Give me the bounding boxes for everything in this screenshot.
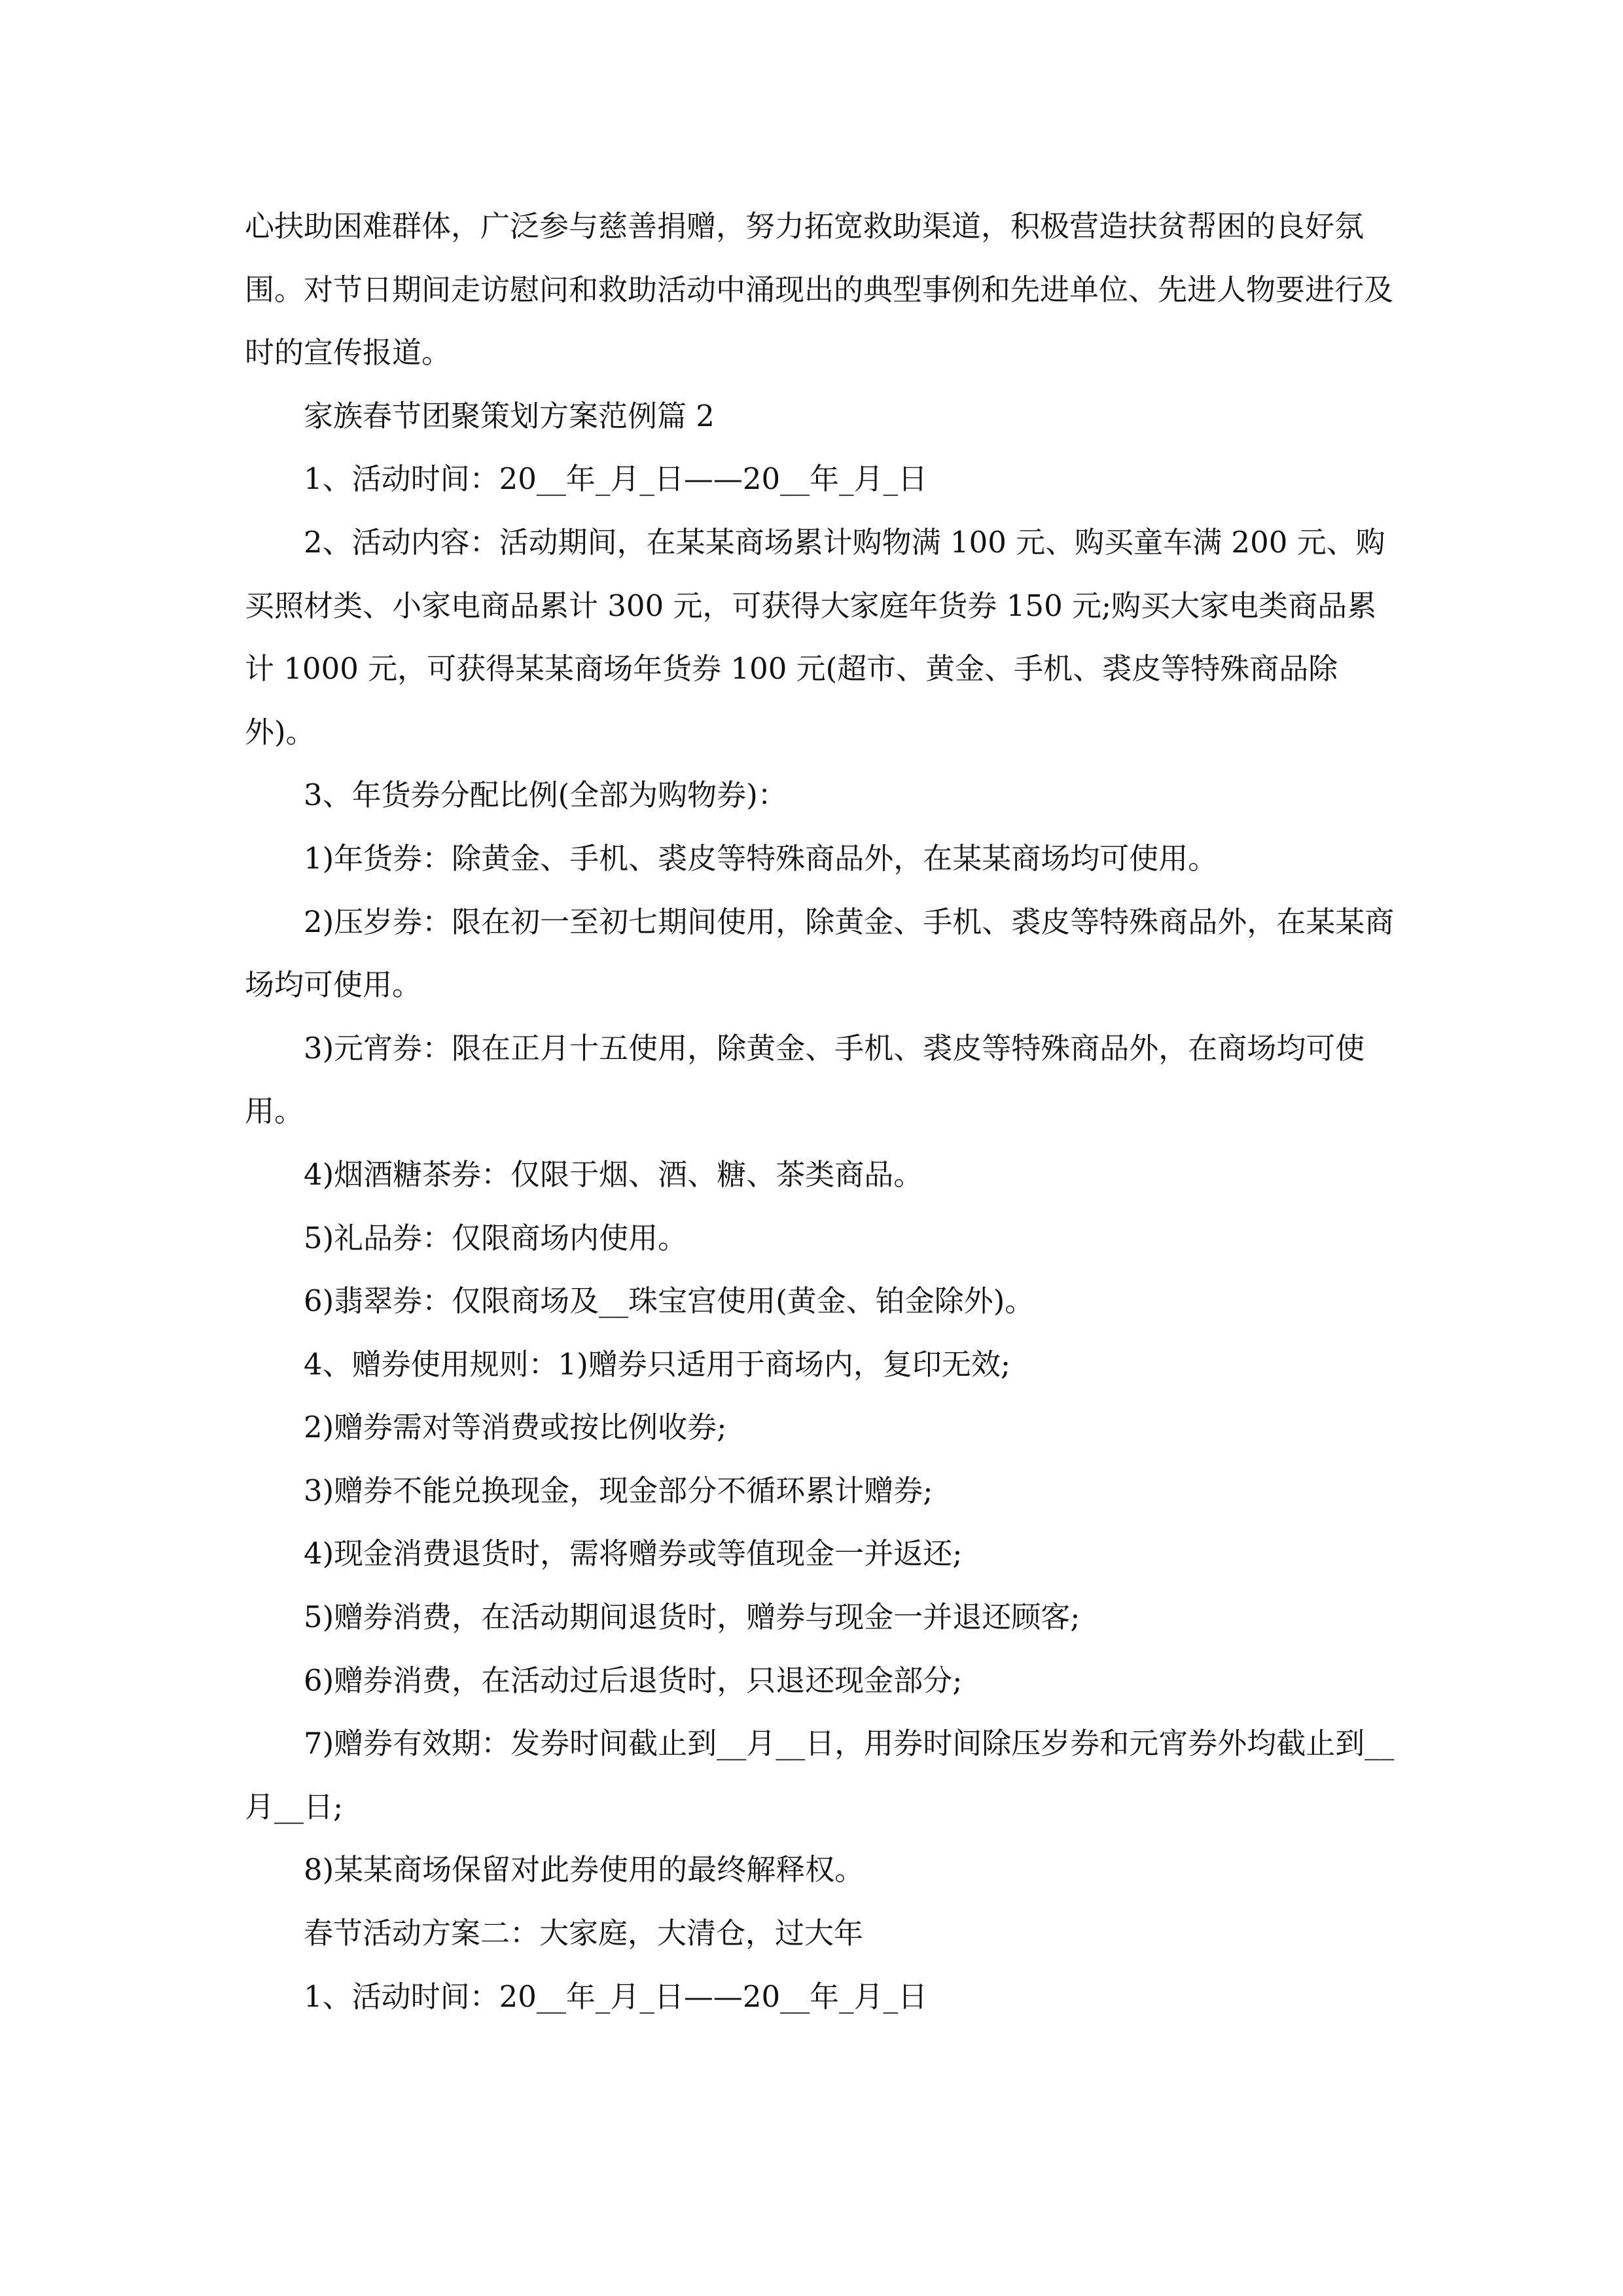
list-item: 8)某某商场保留对此券使用的最终解释权。 — [304, 1852, 865, 1888]
paragraph: 1、活动时间：20__年_月_日——20__年_月_日 — [304, 1979, 928, 2014]
section-heading: 家族春节团聚策划方案范例篇 2 — [304, 398, 715, 433]
list-item: 4)现金消费退货时，需将赠券或等值现金一并返还; — [304, 1536, 963, 1571]
list-item: 3)元宵券：限在正月十五使用，除黄金、手机、裘皮等特殊商品外，在商场均可使用。 — [245, 1030, 1365, 1129]
section-heading: 春节活动方案二：大家庭，大清仓，过大年 — [304, 1916, 864, 1951]
document-body — [245, 195, 1397, 2028]
paragraph: 4、赠券使用规则：1)赠券只适用于商场内，复印无效; — [304, 1346, 1010, 1382]
list-item: 1)年货券：除黄金、手机、裘皮等特殊商品外，在某某商场均可使用。 — [304, 840, 1218, 876]
list-item: 2)压岁券：限在初一至初七期间使用，除黄金、手机、裘皮等特殊商品外，在某某商场均可使用。 — [245, 904, 1395, 1003]
list-item: 2)赠券需对等消费或按比例收券; — [304, 1410, 727, 1445]
paragraph: 1、活动时间：20__年_月_日——20__年_月_日 — [304, 461, 928, 497]
list-item: 6)翡翠券：仅限商场及__珠宝宫使用(黄金、铂金除外)。 — [304, 1283, 1035, 1319]
paragraph: 心扶助困难群体，广泛参与慈善捐赠，努力拓宽救助渠道，积极营造扶贫帮困的良好氛围。对节日期间走访慰问和救助活动中涌现出的典型事例和先进单位、先进人物要进行及时的宣传报道。 — [245, 209, 1394, 370]
list-item: 5)礼品券：仅限商场内使用。 — [304, 1220, 688, 1255]
paragraph: 3、年货券分配比例(全部为购物券)： — [304, 778, 787, 813]
list-item: 4)烟酒糖茶券：仅限于烟、酒、糖、茶类商品。 — [304, 1157, 923, 1192]
list-item: 3)赠券不能兑换现金，现金部分不循环累计赠券; — [304, 1473, 933, 1508]
list-item: 5)赠券消费，在活动期间退货时，赠券与现金一并退还顾客; — [304, 1600, 1080, 1635]
list-item: 7)赠券有效期：发券时间截止到__月__日，用券时间除压岁券和元宵券外均截止到__月__日; — [245, 1726, 1395, 1824]
list-item: 6)赠券消费，在活动过后退货时，只退还现金部分; — [304, 1662, 963, 1698]
paragraph: 2、活动内容：活动期间，在某某商场累计购物满 100 元、购买童车满 200 元、购买照材类、小家电商品累计 300 元，可获得大家庭年货券 150 元;购买大家电类商品累计 1000 元，可获得某某商场年货券 100 元(超市、黄金、手机、裘皮等特殊商品除外)。 — [245, 524, 1385, 749]
